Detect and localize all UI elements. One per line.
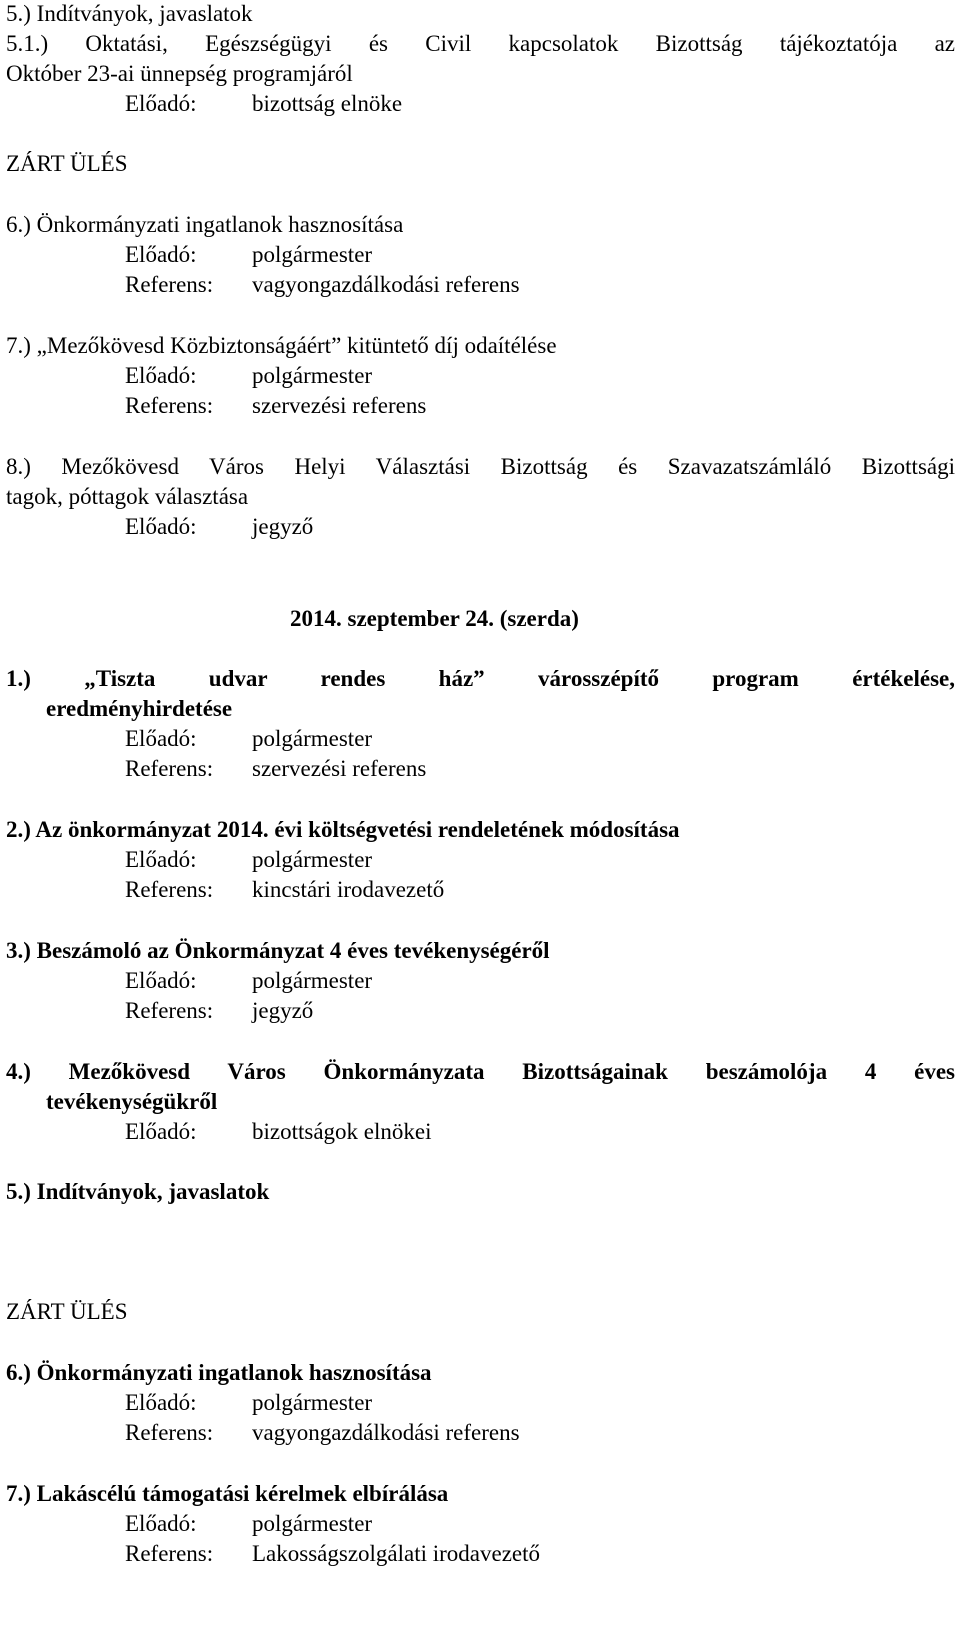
agenda-item-heading: 7.) Lakáscélú támogatási kérelmek elbírálása [6, 1481, 449, 1506]
referent-label: Referens: [125, 998, 214, 1023]
referent-label: Referens: [125, 272, 214, 297]
referent-row [125, 1419, 520, 1447]
referent-value: vagyongazdálkodási referens [252, 1420, 520, 1445]
referent-label: Referens: [125, 393, 214, 418]
presenter-row [125, 967, 372, 995]
agenda-item-heading: 3.) Beszámoló az Önkormányzat 4 éves tevékenységéről [6, 938, 550, 963]
presenter-value: jegyző [252, 514, 314, 539]
agenda-item-heading: 2.) Az önkormányzat 2014. évi költségvetési rendeletének módosítása [6, 817, 680, 842]
referent-value: kincstári irodavezető [252, 877, 445, 902]
presenter-label: Előadó: [125, 91, 197, 116]
referent-value: szervezési referens [252, 756, 427, 781]
referent-value: Lakosságszolgálati irodavezető [252, 1541, 541, 1566]
presenter-value: polgármester [252, 363, 373, 388]
agenda-item-heading: 5.1.) Oktatási, Egészségügyi és Civil kapcsolatok Bizottság tájékoztatója az [6, 31, 955, 56]
meeting-date-heading: 2014. szeptember 24. (szerda) [290, 606, 579, 631]
referent-value: jegyző [252, 998, 314, 1023]
presenter-label: Előadó: [125, 242, 197, 267]
presenter-label: Előadó: [125, 968, 197, 993]
agenda-item-heading-continuation: tagok, póttagok választása [6, 484, 249, 509]
referent-label: Referens: [125, 877, 214, 902]
presenter-row [125, 725, 372, 753]
agenda-item-heading-continuation: Október 23-ai ünnepség programjáról [6, 61, 353, 86]
presenter-row [125, 513, 313, 541]
closed-session-heading: ZÁRT ÜLÉS [6, 1299, 128, 1324]
presenter-row [125, 1510, 372, 1538]
referent-value: vagyongazdálkodási referens [252, 272, 520, 297]
agenda-item-heading-continuation: tevékenységükről [46, 1089, 218, 1114]
presenter-value: polgármester [252, 242, 373, 267]
agenda-item-heading: 6.) Önkormányzati ingatlanok hasznosítása [6, 1360, 432, 1385]
presenter-row [125, 241, 372, 269]
presenter-row [125, 846, 372, 874]
presenter-label: Előadó: [125, 1119, 197, 1144]
closed-session-heading: ZÁRT ÜLÉS [6, 151, 128, 176]
agenda-item-heading: 6.) Önkormányzati ingatlanok hasznosítása [6, 212, 404, 237]
agenda-item-heading: 8.) Mezőkövesd Város Helyi Választási Bizottság és Szavazatszámláló Bizottsági [6, 454, 955, 479]
presenter-row [125, 362, 372, 390]
presenter-row [125, 1389, 372, 1417]
presenter-label: Előadó: [125, 363, 197, 388]
presenter-row [125, 90, 402, 118]
referent-row [125, 755, 426, 783]
referent-row [125, 271, 520, 299]
agenda-item-heading: 5.) Indítványok, javaslatok [6, 1179, 270, 1204]
agenda-item-heading: 4.) Mezőkövesd Város Önkormányzata Bizottságainak beszámolója 4 éves [6, 1059, 955, 1084]
referent-label: Referens: [125, 1420, 214, 1445]
referent-row [125, 876, 444, 904]
agenda-item-heading-continuation: eredményhirdetése [46, 696, 233, 721]
agenda-item-heading: 7.) „Mezőkövesd Közbiztonságáért” kitüntető díj odaítélése [6, 333, 557, 358]
presenter-label: Előadó: [125, 726, 197, 751]
presenter-label: Előadó: [125, 1511, 197, 1536]
referent-value: szervezési referens [252, 393, 427, 418]
presenter-value: polgármester [252, 847, 373, 872]
presenter-label: Előadó: [125, 847, 197, 872]
presenter-value: bizottság elnöke [252, 91, 403, 116]
agenda-item-heading: 1.) „Tiszta udvar rendes ház” városszépítő program értékelése, [6, 666, 955, 691]
referent-row [125, 1540, 540, 1568]
presenter-label: Előadó: [125, 514, 197, 539]
referent-row [125, 997, 313, 1025]
presenter-value: polgármester [252, 726, 373, 751]
referent-row [125, 392, 426, 420]
presenter-value: polgármester [252, 1390, 373, 1415]
presenter-value: polgármester [252, 1511, 373, 1536]
presenter-value: polgármester [252, 968, 373, 993]
agenda-item-heading: 5.) Indítványok, javaslatok [6, 1, 253, 26]
referent-label: Referens: [125, 756, 214, 781]
presenter-row [125, 1118, 432, 1146]
referent-label: Referens: [125, 1541, 214, 1566]
presenter-label: Előadó: [125, 1390, 197, 1415]
presenter-value: bizottságok elnökei [252, 1119, 432, 1144]
